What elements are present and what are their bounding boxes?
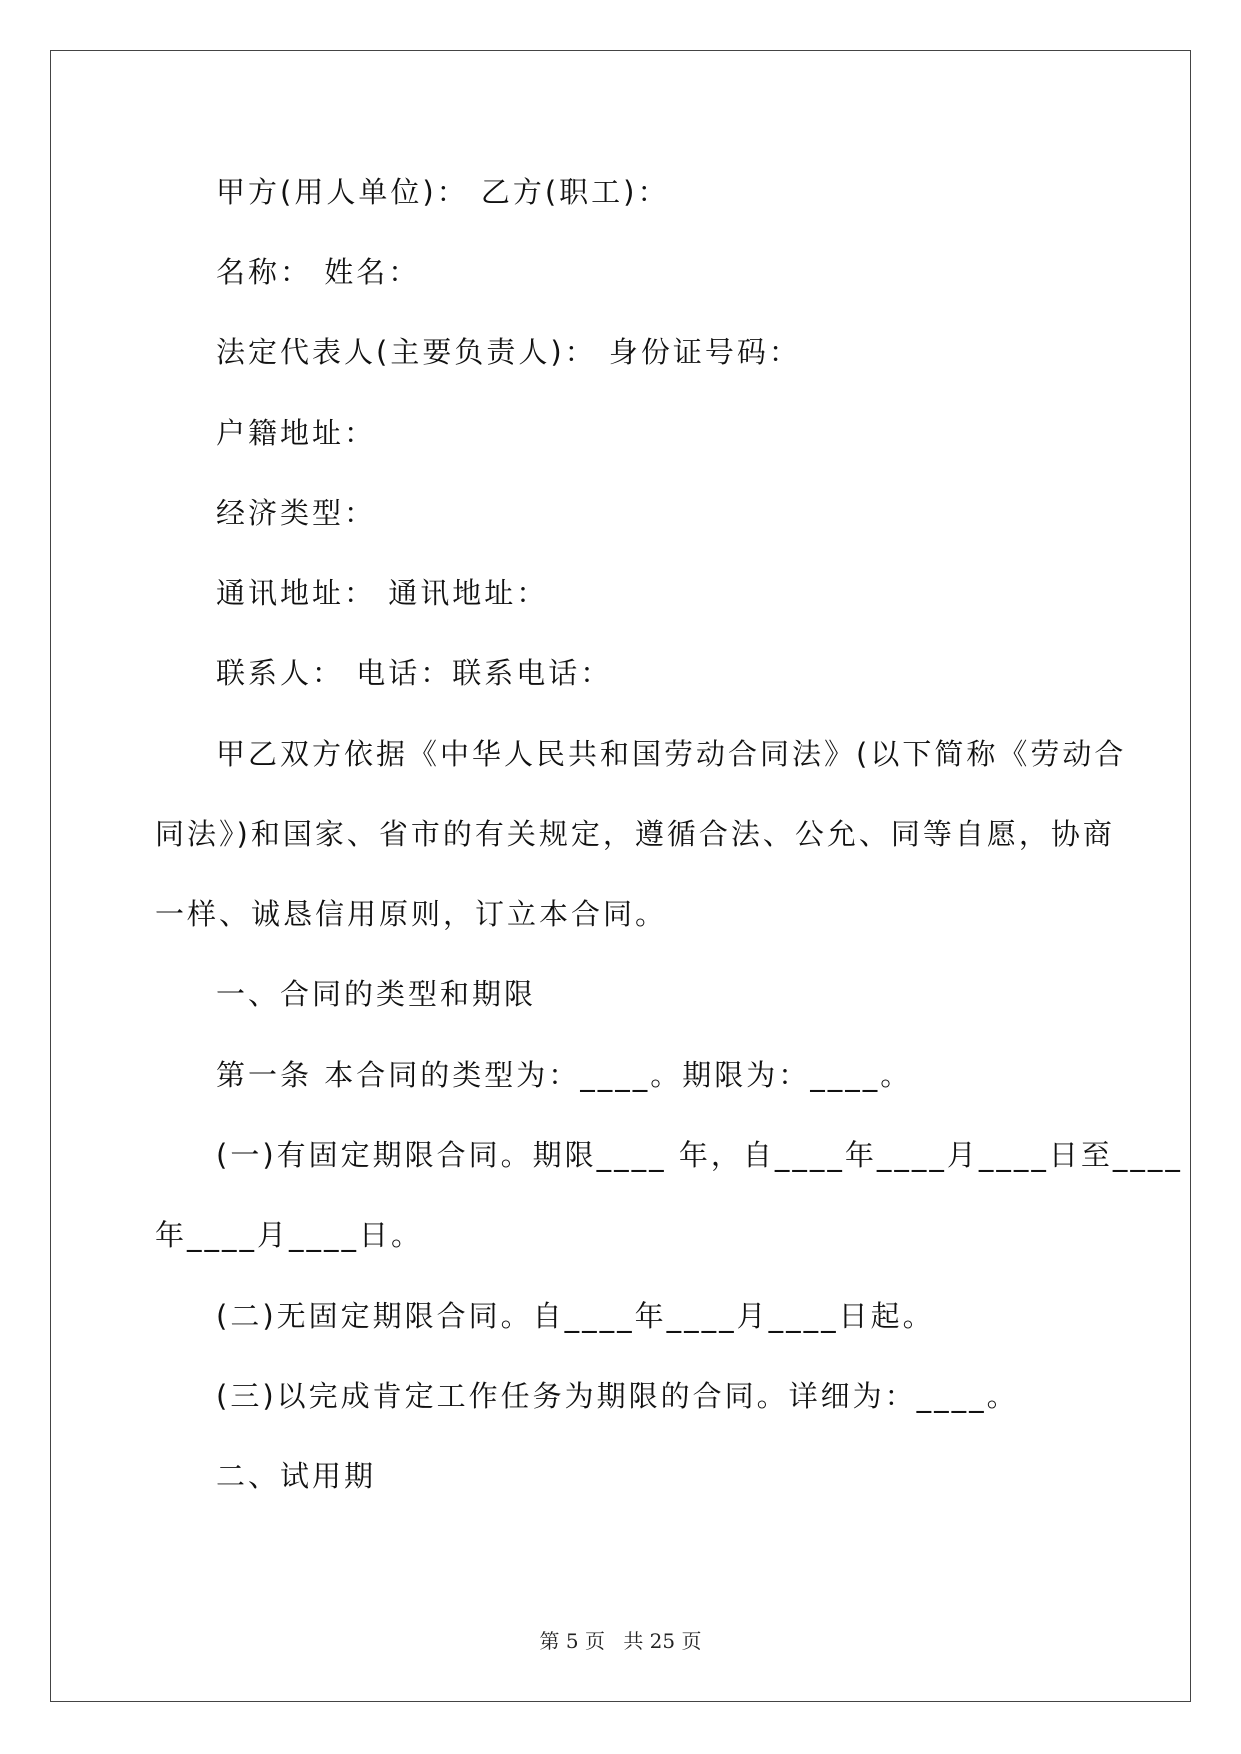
fixed-term-line-2: 年____月____日。 [155,1218,424,1252]
page-footer [0,1628,1241,1654]
page-border [50,50,1191,1702]
page-number: 第 5 页 [539,1629,605,1653]
household-address-line: 户籍地址： [216,416,377,450]
preamble-line-2: 同法》)和国家、省市的有关规定，遵循合法、公允、同等自愿，协商 [155,817,1115,851]
fixed-term-line-1: (一)有固定期限合同。期限____ 年，自____年____月____日至____ [216,1138,1183,1172]
task-term-line: (三)以完成肯定工作任务为期限的合同。详细为：____。 [216,1379,1019,1413]
name-line: 名称： 姓名： [216,255,421,289]
preamble-line-1: 甲乙双方依据《中华人民共和国劳动合同法》(以下简称《劳动合 [216,737,1127,771]
section-heading-2: 二、试用期 [216,1459,377,1493]
page-total: 共 25 页 [623,1629,702,1653]
party-header-line: 甲方(用人单位)： 乙方(职工)： [216,175,670,209]
legal-rep-line: 法定代表人(主要负责人)： 身份证号码： [216,335,801,369]
section-heading-1: 一、合同的类型和期限 [216,977,537,1011]
open-term-line: (二)无固定期限合同。自____年____月____日起。 [216,1299,935,1333]
preamble-line-3: 一样、诚恳信用原则，订立本合同。 [155,897,668,931]
mailing-address-line: 通讯地址： 通讯地址： [216,576,549,610]
economic-type-line: 经济类型： [216,496,377,530]
article-1-line: 第一条 本合同的类型为：____。期限为：____。 [216,1058,913,1092]
contact-line: 联系人： 电话：联系电话： [216,656,613,690]
